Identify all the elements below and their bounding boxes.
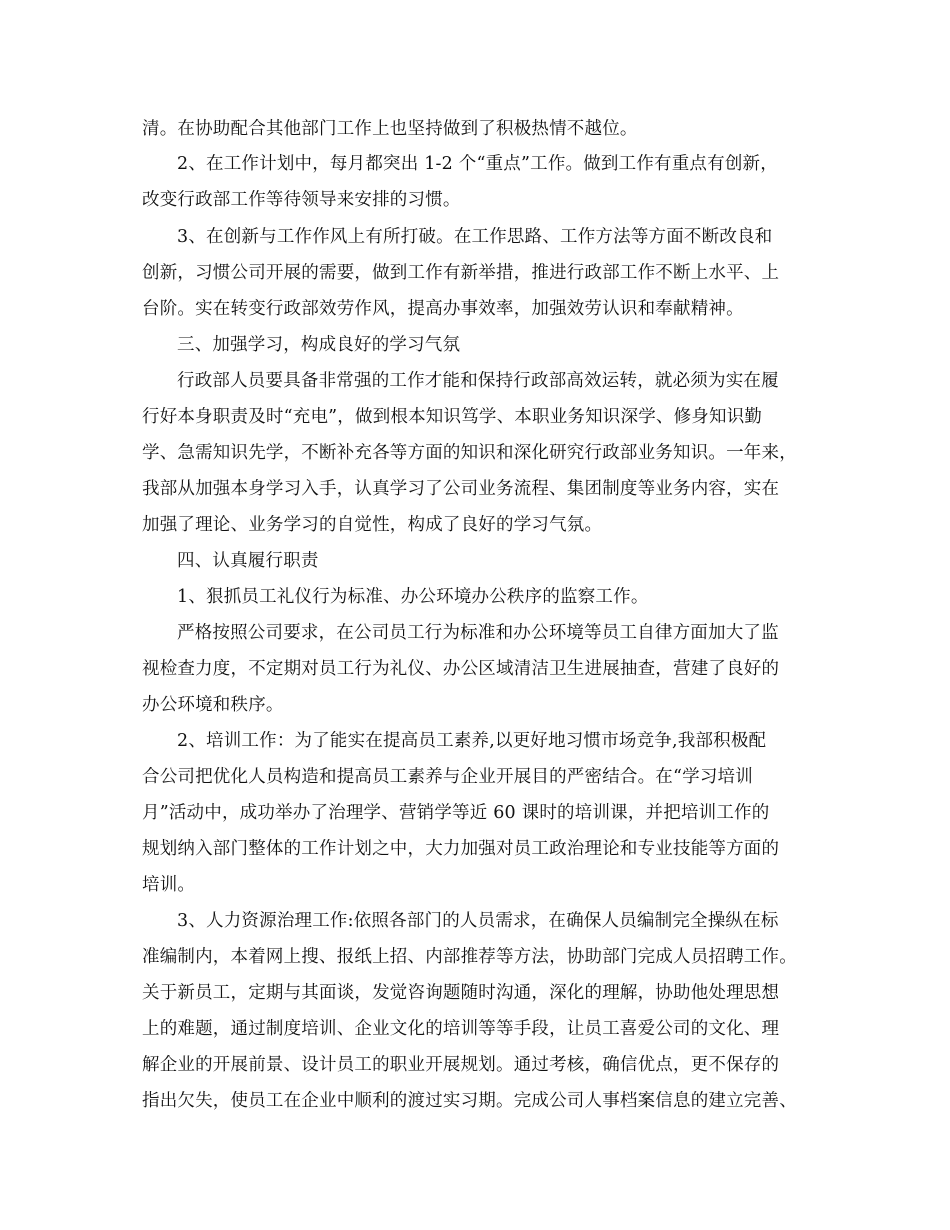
text-line: 严格按照公司要求，在公司员工行为标准和办公环境等员工自律方面加大了监 (177, 623, 779, 643)
text-line: 学、急需知识先学，不断补充各等方面的知识和深化研究行政部业务知识。一年来， (142, 443, 797, 463)
text-line: 台阶。实在转变行政部效劳作风，提高办事效率，加强效劳认识和奉献精神。 (142, 299, 744, 319)
text-line: 上的难题，通过制度培训、企业文化的培训等等手段，让员工喜爱公司的文化、理 (142, 1019, 780, 1039)
text-line: 3、人力资源治理工作:依照各部门的人员需求，在确保人员编制完全操纵在标 (177, 911, 779, 931)
text-line: 2、在工作计划中，每月都突出 1-2 个“重点”工作。做到工作有重点有创新， (177, 154, 778, 174)
text-line: 行好本身职责及时“充电”，做到根本知识笃学、本职业务知识深学、修身知识勤 (142, 407, 763, 427)
text-line: 准编制内，本着网上搜、报纸上招、内部推荐等方法，协助部门完成人员招聘工作。 (142, 947, 797, 967)
text-line: 办公环境和秩序。 (142, 695, 284, 715)
section-heading: 四、认真履行职责 (177, 551, 319, 571)
text-line: 改变行政部工作等待领导来安排的习惯。 (142, 190, 461, 210)
text-line: 培训。 (142, 875, 196, 895)
text-line: 行政部人员要具备非常强的工作才能和保持行政部高效运转，就必须为实在履 (177, 371, 779, 391)
text-line: 1、狠抓员工礼仪行为标准、办公环境办公秩序的监察工作。 (177, 587, 649, 607)
text-line: 指出欠失，使员工在企业中顺利的渡过实习期。完成公司人事档案信息的建立完善、 (142, 1091, 797, 1111)
text-line: 创新，习惯公司开展的需要，做到工作有新举措，推进行政部工作不断上水平、上 (142, 263, 780, 283)
text-line: 规划纳入部门整体的工作计划之中，大力加强对员工政治理论和专业技能等方面的 (142, 839, 780, 859)
text-line: 2、培训工作：为了能实在提高员工素养,以更好地习惯市场竞争,我部积极配 (177, 731, 767, 751)
text-line: 清。在协助配合其他部门工作上也坚持做到了积极热情不越位。 (142, 119, 638, 139)
text-line: 解企业的开展前景、设计员工的职业开展规划。通过考核，确信优点，更不保存的 (142, 1055, 780, 1075)
section-heading: 三、加强学习，构成良好的学习气氛 (177, 335, 461, 355)
text-line: 加强了理论、业务学习的自觉性，构成了良好的学习气氛。 (142, 515, 603, 535)
text-line: 月”活动中，成功举办了治理学、营销学等近 60 课时的培训课，并把培训工作的 (142, 803, 770, 823)
text-line: 合公司把优化人员构造和提高员工素养与企业开展目的严密结合。在“学习培训 (142, 767, 753, 787)
text-line: 3、在创新与工作作风上有所打破。在工作思路、工作方法等方面不断改良和 (177, 227, 773, 247)
text-line: 视检查力度，不定期对员工行为礼仪、办公区域清洁卫生进展抽查，营建了良好的 (142, 659, 780, 679)
text-line: 我部从加强本身学习入手，认真学习了公司业务流程、集团制度等业务内容，实在 (142, 479, 780, 499)
text-line: 关于新员工，定期与其面谈，发觉咨询题随时沟通，深化的理解，协助他处理思想 (142, 983, 780, 1003)
